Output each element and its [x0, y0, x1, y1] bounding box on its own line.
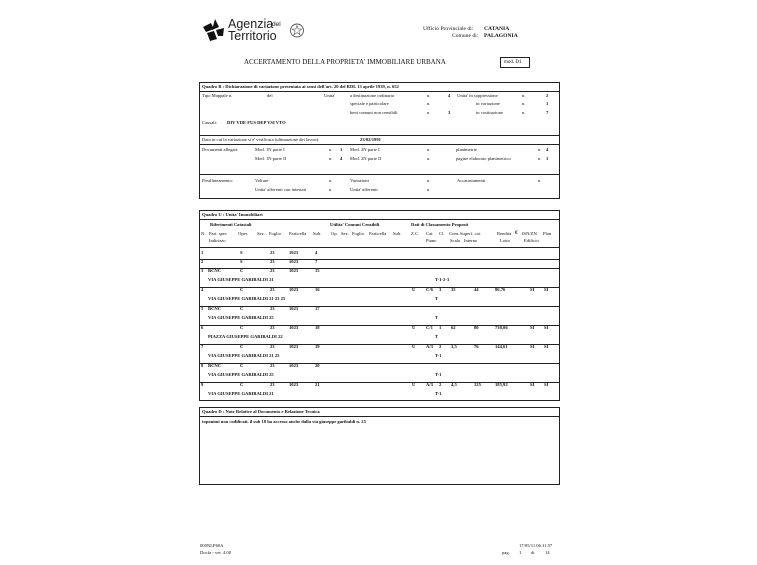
col-particella: Particella — [289, 231, 307, 236]
row-isn: SI — [530, 382, 535, 387]
n-label: n. — [329, 178, 333, 183]
variazioni-label: Variazioni — [350, 178, 369, 183]
row-oper: C — [240, 268, 244, 273]
val-variazione: 1 — [546, 101, 549, 106]
unita-afferenti-intestati-label: Unita' afferenti con intestati — [255, 187, 307, 192]
divider — [200, 144, 559, 145]
destinazione-ordinaria-label: a destinazione ordinaria — [350, 93, 394, 98]
quadro-d-note: toponimi non codificati. il sub 18 ha accesso anche dalla via giuseppe garibaldi n. 25 — [202, 419, 366, 424]
row-part: 1023 — [289, 306, 299, 311]
row-n: 7 — [201, 344, 204, 349]
tipo-mappale-label: Tipo Mappale n. — [202, 93, 233, 98]
footer-di-value: 14 — [545, 550, 550, 555]
row-n: 2 — [201, 259, 204, 264]
footer-pag-label: pag. — [502, 550, 510, 555]
row-cat: A/3 — [426, 344, 433, 349]
n-label: n. — [522, 110, 526, 115]
col-lotto: Lotto — [500, 238, 510, 243]
col-scala: Scala — [450, 238, 460, 243]
footer-version: Docfa - ver. 4.00 — [200, 550, 231, 555]
row-oper: C — [240, 344, 244, 349]
footer-pag-value: 1 — [519, 550, 522, 555]
n-label: n. — [538, 147, 542, 152]
row-oper: C — [240, 363, 244, 368]
n-label: n. — [427, 110, 431, 115]
row-plan: SI — [544, 325, 549, 330]
col-part-spec: Part. spec — [209, 231, 227, 236]
row-rendita: 730,06 — [495, 325, 508, 330]
row-address: VIA GIUSEPPE GARIBALDI 25 — [208, 372, 274, 377]
row-address: VIA GIUSEPPE GARIBALDI 21 23 25 — [208, 296, 286, 301]
row-spec: BCNC — [208, 306, 222, 311]
row-part: 1023 — [289, 287, 299, 292]
agency-name-line1: Agenzia — [228, 17, 274, 31]
beni-comuni-label: beni comuni non censibili — [350, 110, 398, 115]
n-label: n. — [329, 156, 333, 161]
causali-value: DIV VDE FUS DEP VSI VTO — [227, 120, 286, 125]
row-piano: T — [435, 315, 439, 320]
val-beni: 3 — [448, 110, 451, 115]
n-label: n. — [538, 156, 542, 161]
row-n: 6 — [201, 325, 204, 330]
row-foglio: 23 — [270, 344, 275, 349]
col-zc: Z.C. — [411, 231, 420, 236]
unita-soppressione-label: Unita' in soppressione — [457, 93, 498, 98]
row-address: VIA GIUSEPPE GARIBALDI 21 — [208, 277, 274, 282]
row-cl: 3 — [439, 287, 442, 292]
row-part: 1023 — [289, 268, 299, 273]
col-euro-symbol: € — [515, 230, 518, 236]
row-foglio: 23 — [270, 363, 275, 368]
divider — [200, 91, 559, 92]
row-sub: 16 — [315, 287, 320, 292]
row-isn: SI — [530, 325, 535, 330]
row-plan: SI — [544, 344, 549, 349]
row-oper: S — [240, 250, 243, 255]
n-label: n. — [329, 147, 333, 152]
mod1n-2-label: Mod. 1N parte II — [255, 156, 287, 161]
n-label: n. — [427, 178, 431, 183]
val-soppressione: 2 — [546, 93, 549, 98]
quadro-u-section — [199, 210, 560, 401]
row-part: 1023 — [289, 363, 299, 368]
col-indirizzo: Indirizzo — [209, 238, 226, 243]
row-divider — [200, 268, 559, 269]
del-label: del — [267, 93, 273, 98]
preallineamento-label: Preallineamento: — [202, 178, 234, 183]
divider — [200, 219, 559, 220]
row-cons: 35 — [451, 287, 456, 292]
row-sup: 76 — [474, 344, 479, 349]
footer-code: 000NLP60A — [200, 543, 224, 548]
row-oper: C — [240, 325, 244, 330]
form-code: mod. D1 — [504, 60, 522, 65]
row-foglio: 23 — [270, 325, 275, 330]
n-label: n. — [329, 187, 333, 192]
col-sez2: Sez. — [341, 231, 349, 236]
n-label: n. — [427, 147, 431, 152]
row-z: U — [412, 382, 416, 387]
col-cl: Cl. — [439, 231, 445, 236]
row-sup: 44 — [474, 287, 479, 292]
agency-name-del: del — [272, 21, 281, 28]
col-edificio: Edificio — [524, 238, 539, 243]
row-foglio: 23 — [270, 250, 275, 255]
form-code-box — [500, 57, 530, 68]
row-n: 3 — [201, 268, 204, 273]
val-elaborato: 1 — [546, 156, 549, 161]
speciale-particolare-label: speciale e particolare — [350, 101, 389, 106]
agency-logo-mark-icon — [203, 19, 225, 42]
row-divider — [200, 306, 559, 307]
unita-afferenti-label: Unita' afferenti — [350, 187, 378, 192]
col-oper: Oper. — [238, 231, 249, 236]
col-n: N. — [201, 231, 206, 236]
row-cl: 1 — [439, 325, 442, 330]
agency-name-line2: Territorio — [228, 29, 277, 43]
col-foglio: Foglio — [269, 231, 281, 236]
col-rendita: Rendita — [497, 231, 512, 236]
footer-di-label: di — [531, 550, 535, 555]
row-foglio: 23 — [270, 259, 275, 264]
row-cons: 3,5 — [451, 344, 457, 349]
row-sub: 17 — [315, 306, 320, 311]
row-piano: T-1 — [435, 353, 442, 358]
n-label: n. — [522, 101, 526, 106]
col-cons: Cons. — [449, 231, 460, 236]
row-cat: C/1 — [426, 325, 433, 330]
in-costituzione-label: in costituzione — [476, 110, 503, 115]
row-part: 1023 — [289, 344, 299, 349]
quadro-b-section — [199, 82, 560, 199]
mod1n-1-label: Mod. 1N parte I — [255, 147, 285, 152]
data-label: Data in cui la variazione si e' verificata (ultimazione dei lavori): — [202, 137, 320, 142]
n-label: n. — [427, 101, 431, 106]
val-ordinaria: 4 — [448, 93, 451, 98]
row-part: 1023 — [289, 259, 299, 264]
n-label: n. — [538, 178, 542, 183]
republic-emblem-icon — [289, 22, 305, 39]
row-cons: 4,5 — [451, 382, 457, 387]
row-isn: SI — [530, 287, 535, 292]
row-piano: T — [435, 334, 439, 339]
row-sub: 7 — [315, 259, 318, 264]
row-rendita: 185,92 — [495, 382, 508, 387]
row-cl: 2 — [439, 344, 442, 349]
row-foglio: 23 — [270, 268, 275, 273]
row-foglio: 23 — [270, 306, 275, 311]
val-mod1n-2: 4 — [340, 156, 343, 161]
row-n: 8 — [201, 363, 204, 368]
row-n: 5 — [201, 306, 204, 311]
col-cat: Cat. — [426, 231, 434, 236]
row-sub: 4 — [315, 250, 318, 255]
col-particella2: Particella — [369, 231, 387, 236]
row-sub: 18 — [315, 325, 320, 330]
divider — [200, 174, 559, 175]
row-spec: BCNC — [208, 363, 222, 368]
quadro-d-section — [199, 407, 560, 485]
val-costituzione: 7 — [546, 110, 549, 115]
row-oper: S — [240, 259, 243, 264]
row-sup: 80 — [474, 325, 479, 330]
val-mod1n-1: 1 — [340, 147, 343, 152]
office-value: CATANIA — [484, 26, 510, 32]
volture-label: Volture — [255, 178, 269, 183]
row-piano: T — [435, 296, 439, 301]
n-label: n. — [427, 187, 431, 192]
row-rendita: 86,76 — [495, 287, 506, 292]
col-isn: ISN/ZN — [522, 231, 537, 236]
row-rendita: 144,61 — [495, 344, 508, 349]
divider — [200, 247, 559, 248]
col-interno: Interno — [464, 238, 478, 243]
row-cl: 2 — [439, 382, 442, 387]
quadro-d-title: Quadro D : Note Relative al Documento e Relazione Tecnica — [202, 409, 320, 414]
mod2n-2-label: Mod. 2N parte II — [350, 156, 382, 161]
in-variazione-label: in variazione — [476, 101, 500, 106]
col-op: Op. — [331, 231, 338, 236]
n-label: n. — [427, 156, 431, 161]
divider — [200, 135, 559, 136]
office-label: Ufficio Provinciale di: — [423, 26, 474, 32]
n-label: n. — [427, 93, 431, 98]
row-address: VIA GIUSEPPE GARIBALDI 21 — [208, 391, 274, 396]
row-part: 1023 — [289, 325, 299, 330]
row-sub: 15 — [315, 268, 320, 273]
utilita-comuni-header: Utilita' Comuni Censibili — [330, 222, 380, 227]
comune-label: Comune di: — [452, 33, 479, 39]
n-label: n. — [522, 93, 526, 98]
row-cons: 62 — [451, 325, 456, 330]
row-isn: SI — [530, 344, 535, 349]
row-oper: C — [240, 287, 244, 292]
row-oper: C — [240, 382, 244, 387]
documenti-label: Documenti allegati: — [202, 147, 239, 152]
mod2n-1-label: Mod. 2N parte I — [350, 147, 380, 152]
col-superf: Superf. cat. — [460, 231, 482, 236]
row-piano: T-1-2-3 — [435, 277, 450, 282]
causali-label: Causali: — [202, 120, 218, 125]
page-title: ACCERTAMENTO DELLA PROPRIETA' IMMOBILIARE URBANA — [244, 58, 446, 66]
col-sub: Sub. — [313, 231, 322, 236]
elaborato-label: pagine elaborato planimetrico — [456, 156, 511, 161]
row-sub: 20 — [315, 363, 320, 368]
row-spec: BCNC — [208, 268, 222, 273]
rif-catastali-header: Riferimenti Catastali — [210, 222, 252, 227]
planimetrie-label: planimetrie — [456, 147, 477, 152]
row-n: 1 — [201, 250, 204, 255]
col-sub2: Sub. — [393, 231, 402, 236]
footer-timestamp: 17/05/11.06.11.57 — [519, 543, 553, 548]
row-address: VIA GIUSEPPE GARIBALDI 25 — [208, 315, 274, 320]
quadro-b-title: Quadro B : Dichiarazione di variazione presentata ai sensi dell'art. 20 del RDL 13 aprile 1939, n. 652 — [202, 84, 399, 89]
row-sub: 19 — [315, 344, 320, 349]
row-address: VIA GIUSEPPE GARIBALDI 21 25 — [208, 353, 280, 358]
row-piano: T-1 — [435, 372, 442, 377]
unita-label: Unita' — [324, 93, 336, 98]
accatastamenti-label: Accatastamenti — [457, 178, 486, 183]
col-plan: Plan — [543, 231, 552, 236]
quadro-u-title: Quadro U : Unita' Immobiliari — [202, 212, 263, 217]
row-plan: SI — [544, 382, 549, 387]
col-piano: Piano — [426, 238, 437, 243]
row-plan: SI — [544, 287, 549, 292]
row-oper: C — [240, 306, 244, 311]
row-sup: 125 — [474, 382, 481, 387]
col-foglio2: Foglio — [352, 231, 364, 236]
val-planimetrie: 4 — [546, 147, 549, 152]
row-sub: 21 — [315, 382, 320, 387]
row-foglio: 23 — [270, 287, 275, 292]
row-address: PIAZZA GIUSEPPE GARIBALDI 22 — [208, 334, 283, 339]
dati-classamento-header: Dati di Classamento Proposti — [411, 222, 469, 227]
divider — [200, 416, 559, 417]
row-z: U — [412, 287, 416, 292]
row-part: 1023 — [289, 250, 299, 255]
row-n: 9 — [201, 382, 204, 387]
row-z: U — [412, 325, 416, 330]
row-foglio: 23 — [270, 382, 275, 387]
row-piano: T-1 — [435, 391, 442, 396]
comune-value: PALAGONIA — [484, 33, 518, 39]
row-cat: A/3 — [426, 382, 433, 387]
row-divider — [200, 259, 559, 260]
row-cat: C/6 — [426, 287, 433, 292]
row-part: 1023 — [289, 382, 299, 387]
col-sez: Sez. — [257, 231, 265, 236]
row-divider — [200, 363, 559, 364]
data-value: 23/02/1991 — [360, 137, 381, 142]
row-n: 4 — [201, 287, 204, 292]
row-z: U — [412, 344, 416, 349]
